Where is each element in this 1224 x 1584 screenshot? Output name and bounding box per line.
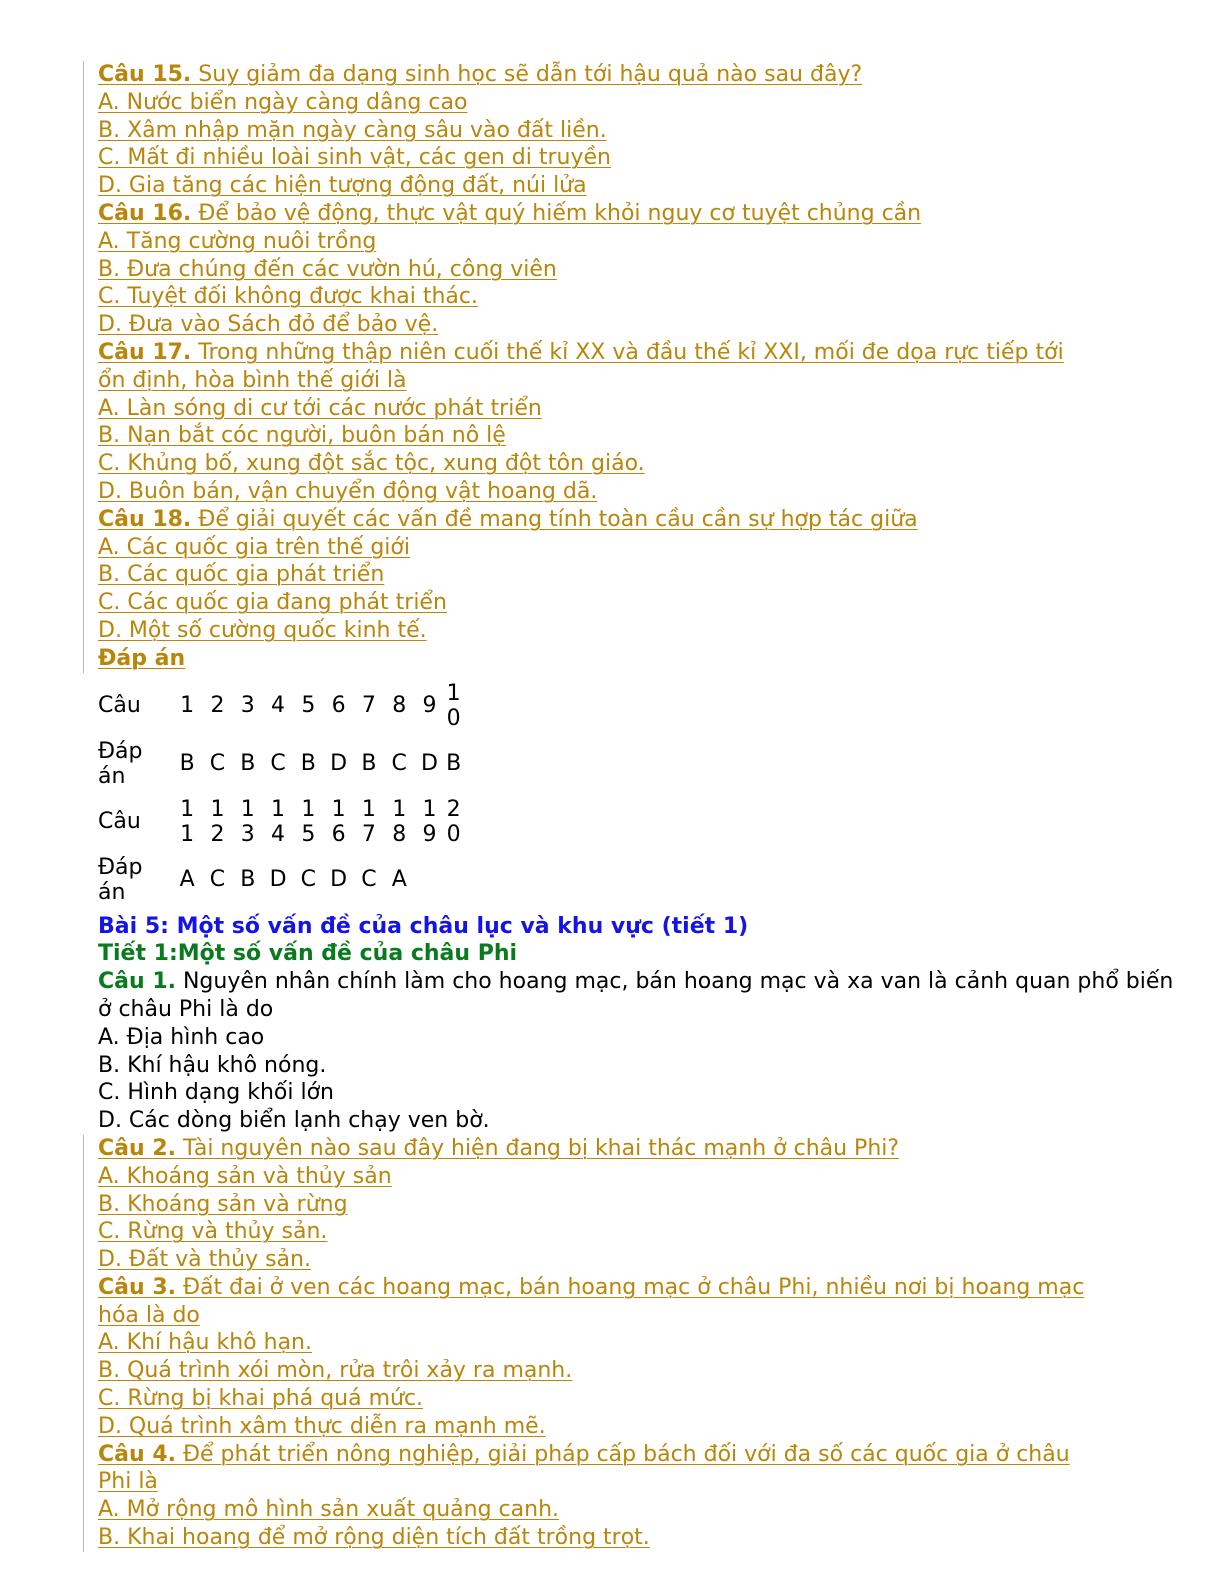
table-cell: 1 4 (271, 796, 286, 847)
option-a: A. Làn sóng di cư tới các nước phát triển (98, 395, 542, 421)
table-cell: 8 (392, 693, 407, 719)
question-text: Suy giảm đa dạng sinh học sẽ dẫn tới hậu quả nào sau đây? (191, 62, 863, 87)
question-label: Câu 4. (98, 1441, 176, 1467)
question-3 (98, 1274, 1178, 1302)
option-c: C. Khủng bố, xung đột sắc tộc, xung đột tôn giáo. (98, 451, 645, 477)
option-d: D. Đưa vào Sách đỏ để bảo vệ. (98, 312, 439, 338)
table-cell: D (330, 867, 348, 893)
table-cell: D (269, 867, 287, 893)
option-a: A. Địa hình cao (98, 1024, 265, 1050)
question-text: Đất đai ở ven các hoang mạc, bán hoang mạc ở châu Phi, nhiều nơi bị hoang mạc (175, 1274, 1085, 1300)
option-b: B. Khí hậu khô nóng. (98, 1052, 327, 1078)
table-cell: 5 (301, 693, 316, 719)
option-c: C. Tuyệt đối không được khai thác. (98, 284, 479, 310)
table-cell: B (240, 867, 256, 893)
question-text: Để phát triển nông nghiệp, giải pháp cấp bách đối với đa số các quốc gia ở châu (175, 1441, 1070, 1467)
table-cell: C (209, 751, 226, 777)
lesson-title: Bài 5: Một số vấn đề của châu lục và khu vực (tiết 1) (98, 913, 749, 939)
question-18 (98, 506, 1178, 534)
table-row (98, 793, 463, 851)
table-cell: D (421, 751, 438, 777)
table-cell: C (300, 867, 317, 893)
question-text: Nguyên nhân chính làm cho hoang mạc, bán hoang mạc và xa van là cảnh quan phổ biến ở châu Phi là do (98, 969, 1174, 1022)
tracked-change-block-2 (98, 1135, 1178, 1552)
question-label: Câu 3. (98, 1274, 176, 1300)
table-cell: 1 9 (422, 796, 437, 847)
period-title: Tiết 1:Một số vấn đề của châu Phi (98, 941, 518, 967)
question-4-continued: Phi là (98, 1469, 158, 1495)
table-cell: 1 2 (210, 796, 225, 847)
table-cell: C (209, 867, 226, 893)
table-cell: 1 6 (331, 796, 346, 847)
question-text: Để bảo vệ động, thực vật quý hiếm khỏi nguy cơ tuyệt chủng cần (191, 200, 922, 226)
table-cell: 6 (331, 693, 346, 719)
table-row (98, 851, 463, 909)
table-row (98, 677, 463, 735)
table-cell: B (361, 751, 377, 777)
table-cell: 1 (180, 693, 195, 719)
option-a: A. Mở rộng mô hình sản xuất quảng canh. (98, 1497, 560, 1523)
option-c: C. Rừng bị khai phá quá mức. (98, 1386, 424, 1412)
option-d: D. Đất và thủy sản. (98, 1247, 311, 1273)
question-17-continued: ổn định, hòa bình thế giới là (98, 367, 407, 393)
option-d: D. Quá trình xâm thực diễn ra mạnh mẽ. (98, 1413, 546, 1439)
table-cell: 1 3 (240, 796, 255, 847)
document-page (98, 61, 1178, 1552)
table-cell: 1 8 (392, 796, 407, 847)
option-a: A. Tăng cường nuôi trồng (98, 228, 377, 254)
table-cell: 1 5 (301, 796, 316, 847)
tracked-change-block-1 (98, 61, 1178, 673)
question-3-continued: hóa là do (98, 1302, 200, 1328)
question-text: Trong những thập niên cuối thế kỉ XX và đầu thế kỉ XXI, mối đe dọa rực tiếp tới (191, 339, 1064, 365)
option-b: B. Đưa chúng đến các vườn hú, công viên (98, 256, 557, 282)
answer-table (98, 677, 463, 909)
option-d: D. Gia tăng các hiện tượng động đất, núi lửa (98, 173, 587, 199)
row-header: Đáp án (98, 854, 143, 905)
question-1 (98, 968, 1178, 1024)
option-b: B. Nạn bắt cóc người, buôn bán nô lệ (98, 423, 506, 449)
option-b: B. Quá trình xói mòn, rửa trôi xảy ra mạnh. (98, 1358, 573, 1384)
table-cell: C (391, 751, 407, 777)
option-a: A. Nước biển ngày càng dâng cao (98, 89, 468, 115)
question-label: Câu 16. (98, 200, 192, 226)
question-label: Câu 15. (98, 62, 192, 87)
option-c: C. Các quốc gia đang phát triển (98, 590, 447, 616)
option-b: B. Khoáng sản và rừng (98, 1191, 348, 1217)
table-cell: 2 (210, 693, 225, 719)
table-cell: A (391, 867, 407, 893)
option-b: B. Khai hoang để mở rộng diện tích đất trồng trọt. (98, 1525, 650, 1551)
question-16 (98, 200, 1178, 228)
table-cell: 7 (361, 693, 376, 719)
option-a: A. Khí hậu khô hạn. (98, 1330, 312, 1356)
answer-key-title: Đáp án (98, 645, 186, 671)
table-row (98, 735, 463, 793)
table-cell: B (240, 751, 256, 777)
table-cell: 3 (240, 693, 255, 719)
table-cell: C (270, 751, 286, 777)
table-cell: 9 (422, 693, 437, 719)
question-label: Câu 17. (98, 339, 192, 365)
question-label: Câu 1. (98, 969, 176, 995)
question-15 (98, 61, 1178, 89)
table-cell: 4 (271, 693, 286, 719)
option-c: C. Mất đi nhiều loài sinh vật, các gen di truyền (98, 145, 611, 171)
question-label: Câu 18. (98, 506, 192, 532)
question-label: Câu 2. (98, 1135, 176, 1161)
question-4 (98, 1441, 1178, 1469)
option-b: B. Các quốc gia phát triển (98, 562, 385, 588)
table-cell: 2 0 (446, 796, 461, 847)
table-cell: B (179, 751, 195, 777)
table-cell: 1 7 (361, 796, 376, 847)
table-cell: D (330, 751, 348, 777)
table-cell (445, 851, 463, 909)
option-a: A. Các quốc gia trên thế giới (98, 534, 410, 560)
row-header: Câu (98, 809, 141, 835)
row-header: Đáp án (98, 738, 143, 789)
question-2 (98, 1135, 1178, 1163)
option-c: C. Hình dạng khối lớn (98, 1080, 334, 1106)
table-cell (414, 851, 444, 909)
table-cell: 1 1 (180, 796, 195, 847)
option-a: A. Khoáng sản và thủy sản (98, 1163, 392, 1189)
table-cell: B (446, 751, 462, 777)
option-c: C. Rừng và thủy sản. (98, 1219, 328, 1245)
lesson-section (98, 913, 1178, 1135)
row-header: Câu (98, 693, 141, 719)
table-cell: C (361, 867, 377, 893)
option-d: D. Một số cường quốc kinh tế. (98, 617, 427, 643)
question-text: Tài nguyên nào sau đây hiện đang bị khai thác mạnh ở châu Phi? (175, 1135, 900, 1161)
option-b: B. Xâm nhập mặn ngày càng sâu vào đất liền. (98, 117, 607, 143)
table-cell: B (300, 751, 316, 777)
option-d: D. Các dòng biển lạnh chạy ven bờ. (98, 1108, 490, 1134)
question-text: Để giải quyết các vấn đề mang tính toàn cầu cần sự hợp tác giữa (191, 506, 918, 532)
table-cell: A (179, 867, 195, 893)
question-17 (98, 339, 1178, 367)
table-cell: 1 0 (446, 680, 461, 731)
option-d: D. Buôn bán, vận chuyển động vật hoang dã. (98, 478, 598, 504)
